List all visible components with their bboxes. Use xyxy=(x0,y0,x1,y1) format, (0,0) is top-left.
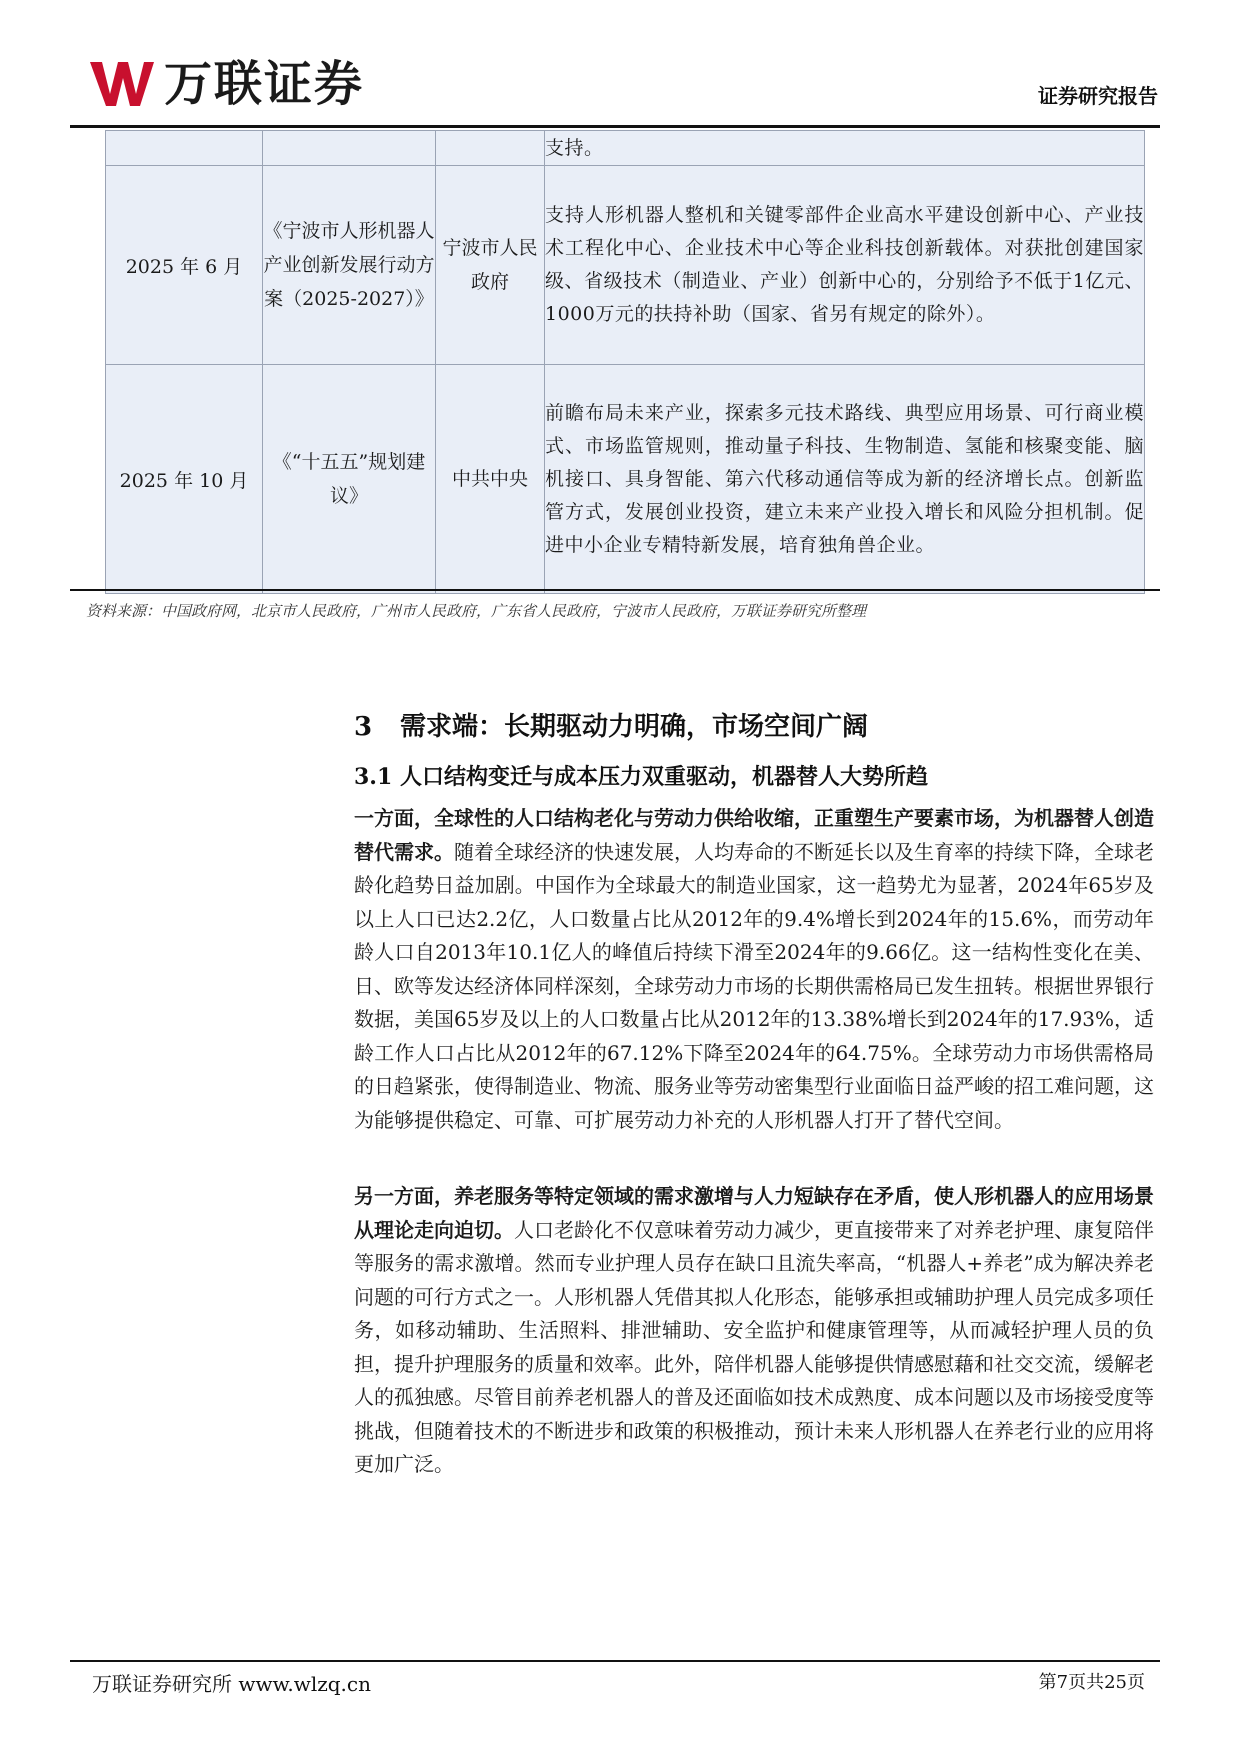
policy-name: 《“十五五”规划建议》 xyxy=(263,365,436,594)
page-header xyxy=(88,50,1158,116)
policy-table xyxy=(105,130,1145,594)
paragraph-text: 人口老龄化不仅意味着劳动力减少，更直接带来了对养老护理、康复陪伴等服务的需求激增。然而专业护理人员存在缺口且流失率高，“机器人+养老”成为解决养老问题的可行方式之一。人形机器人凭借其拟人化形态，能够承担或辅助护理人员完成多项任务，如移动辅助、生活照料、排泄辅助、安全监护和健康管理等，从而减轻护理人员的负担，提升护理服务的质量和效率。此外，陪伴机器人能够提供情感慰藉和社交交流，缓解老人的孤独感。尽管目前养老机器人的普及还面临如技术成熟度、成本问题以及市场接受度等挑战，但随着技术的不断进步和政策的积极推动，预计未来人形机器人在养老行业的应用将更加广泛。 xyxy=(354,1217,1154,1476)
paragraph-text: 随着全球经济的快速发展，人均寿命的不断延长以及生育率的持续下降，全球老龄化趋势日益加剧。中国作为全球最大的制造业国家，这一趋势尤为显著，2024年65岁及以上人口已达2.2亿，人口数量占比从2012年的9.4%增长到2024年的15.6%，而劳动年龄人口自2013年10.1亿人的峰值后持续下滑至2024年的9.66亿。这一结构性变化在美、日、欧等发达经济体同样深刻，全球劳动力市场的长期供需格局已发生扭转。根据世界银行数据，美国65岁及以上的人口数量占比从2012年的13.38%增长到2024年的17.93%，适龄工作人口占比从2012年的67.12%下降至2024年的64.75%。全球劳动力市场供需格局的日趋紧张，使得制造业、物流、服务业等劳动密集型行业面临日益严峻的招工难问题，这为能够提供稳定、可靠、可扩展劳动力补充的人形机器人打开了替代空间。 xyxy=(354,839,1154,1132)
table-row xyxy=(106,131,1145,166)
policy-name xyxy=(263,131,436,166)
header-divider xyxy=(70,125,1160,128)
policy-org: 中共中央 xyxy=(436,365,545,594)
table-row xyxy=(106,166,1145,365)
subsection-number: 3.1 xyxy=(354,764,393,790)
body-paragraph xyxy=(354,1180,1154,1482)
section-heading xyxy=(354,706,868,743)
section-number: 3 xyxy=(354,712,373,742)
table-row xyxy=(106,365,1145,594)
policy-desc: 支持人形机器人整机和关键零部件企业高水平建设创新中心、产业技术工程化中心、企业技术中心等企业科技创新载体。对获批创建国家级、省级技术（制造业、产业）创新中心的，分别给予不低于1亿元、1000万元的扶持补助（国家、省另有规定的除外）。 xyxy=(545,166,1145,365)
footer-divider xyxy=(70,1660,1160,1662)
wanlian-w-logo-icon xyxy=(88,58,156,110)
subsection-heading xyxy=(354,760,928,791)
policy-name: 《宁波市人形机器人产业创新发展行动方案（2025-2027）》 xyxy=(263,166,436,365)
policy-date xyxy=(106,131,263,166)
section-title: 需求端：长期驱动力明确，市场空间广阔 xyxy=(400,712,869,742)
paragraph-lead: 另一方面，养老服务等特定领域的需求激增与人力短缺存在矛盾，使人形机器人的应用场景从理论走向迫切。 xyxy=(354,1184,1154,1242)
policy-date: 2025 年 6 月 xyxy=(106,166,263,365)
footer-institute: 万联证券研究所 www.wlzq.cn xyxy=(92,1672,371,1696)
report-type: 证券研究报告 xyxy=(1038,84,1158,108)
policy-desc: 支持。 xyxy=(545,131,1145,166)
policy-date: 2025 年 10 月 xyxy=(106,365,263,594)
table-source: 资料来源：中国政府网，北京市人民政府，广州市人民政府，广东省人民政府，宁波市人民政府，万联证券研究所整理 xyxy=(86,602,867,620)
body-paragraph xyxy=(354,802,1154,1137)
table-bottom-rule xyxy=(70,589,1160,591)
policy-org: 宁波市人民政府 xyxy=(436,166,545,365)
subsection-title: 人口结构变迁与成本压力双重驱动，机器替人大势所趋 xyxy=(400,764,929,790)
paragraph-lead: 一方面，全球性的人口结构老化与劳动力供给收缩，正重塑生产要素市场，为机器替人创造替代需求。 xyxy=(354,806,1154,864)
company-logo xyxy=(88,56,364,112)
policy-desc: 前瞻布局未来产业，探索多元技术路线、典型应用场景、可行商业模式、市场监管规则，推动量子科技、生物制造、氢能和核聚变能、脑机接口、具身智能、第六代移动通信等成为新的经济增长点。创新监管方式，发展创业投资，建立未来产业投入增长和风险分担机制。促进中小企业专精特新发展，培育独角兽企业。 xyxy=(545,365,1145,594)
policy-org xyxy=(436,131,545,166)
page-number: 第7页共25页 xyxy=(1038,1672,1145,1693)
logo-text: 万联证券 xyxy=(164,56,365,112)
